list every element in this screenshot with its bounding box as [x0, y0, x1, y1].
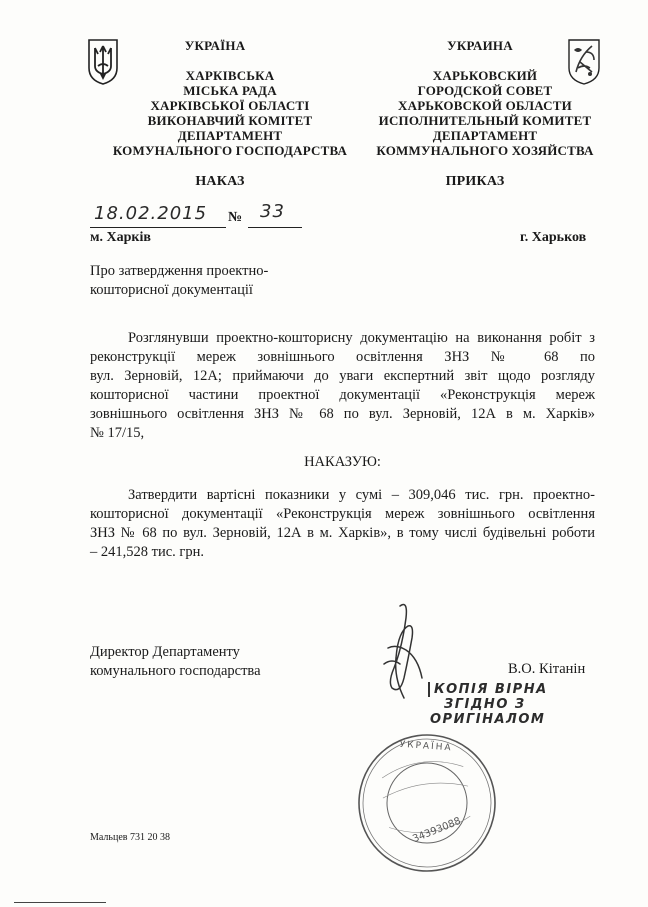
left-org-line: ДЕПАРТАМЕНТ	[177, 128, 283, 143]
number-field	[248, 201, 302, 228]
paragraph-line: – 241,528 тис. грн.	[90, 544, 204, 560]
right-org-line: ХАРЬКОВСКОЙ ОБЛАСТИ	[398, 98, 572, 113]
paragraph-approve	[90, 486, 595, 562]
left-city: м. Харків	[90, 230, 151, 245]
paragraph-line: ЗНЗ № 68 по вул. Зерновій, 12А в м. Харків», в тому числі будівельні роботи	[90, 525, 595, 541]
stamp-line: ЗГІДНО З	[444, 697, 526, 712]
right-doc-type: ПРИКАЗ	[445, 174, 505, 189]
paragraph-line: реконструкції мереж зовнішнього освітлення ЗНЗ № 68 по	[90, 349, 595, 365]
bottom-rule	[14, 902, 106, 903]
seal-outer-text: УКРАЇНА	[399, 739, 453, 754]
left-org-line: КОМУНАЛЬНОГО ГОСПОДАРСТВА	[112, 143, 348, 158]
left-country: УКРАЇНА	[184, 38, 246, 53]
stamp-line: ОРИГІНАЛОМ	[430, 712, 546, 727]
date-field	[90, 205, 226, 228]
signatory-position	[90, 643, 350, 681]
executor-contact: Мальцев 731 20 38	[90, 832, 170, 843]
paragraph-line: кошторисної частини проектної документації «Реконструкція мереж	[90, 387, 595, 403]
paragraph-line: зовнішнього освітлення ЗНЗ № 68 по вул. Зерновій, 12А в м. Харків»	[90, 406, 595, 422]
official-seal	[347, 723, 507, 883]
position-line: комунального господарства	[90, 663, 261, 679]
signatory-name: В.О. Кітанін	[508, 661, 586, 677]
handwritten-number: 33	[260, 201, 285, 222]
number-sign: №	[228, 210, 243, 225]
paragraph-line: Розглянувши проектно-кошторисну документацію на виконання робіт з	[128, 330, 595, 346]
copy-certified-stamp	[428, 682, 548, 727]
paragraph-line: Затвердити вартісні показники у сумі – 309,046 тис. грн. проектно-	[128, 487, 595, 503]
left-org-line: ХАРКІВСЬКА	[185, 68, 275, 83]
subject-line: кошторисної документації	[90, 282, 253, 298]
order-word: НАКАЗУЮ:	[304, 454, 381, 470]
right-org-line: ХАРЬКОВСКИЙ	[432, 68, 538, 83]
paragraph-considering	[90, 329, 595, 443]
right-org-line: ГОРОДСКОЙ СОВЕТ	[417, 83, 553, 98]
right-city: г. Харьков	[520, 230, 587, 245]
right-org-line: ДЕПАРТАМЕНТ	[432, 128, 538, 143]
subject-line: Про затвердження проектно-	[90, 263, 269, 279]
left-org-line: ВИКОНАВЧИЙ КОМІТЕТ	[147, 113, 313, 128]
left-org-line: МІСЬКА РАДА	[183, 83, 277, 98]
right-org-line: ИСПОЛНИТЕЛЬНЫЙ КОМИТЕТ	[378, 113, 592, 128]
right-country: УКРАИНА	[447, 38, 513, 53]
position-line: Директор Департаменту	[90, 644, 240, 660]
order-subject	[90, 262, 350, 300]
paragraph-line: кошторисної документації «Реконструкція мереж зовнішнього освітлення	[90, 506, 595, 522]
paragraph-line: № 17/15,	[90, 425, 145, 441]
paragraph-line: вул. Зерновій, 12А; приймаючи до уваги експертний звіт щодо розгляду	[90, 368, 595, 384]
stamp-line: КОПІЯ ВІРНА	[428, 682, 548, 697]
handwritten-date: 18.02.2015	[94, 203, 208, 224]
left-doc-type: НАКАЗ	[195, 174, 245, 189]
left-org-block	[100, 68, 360, 158]
right-org-line: КОММУНАЛЬНОГО ХОЗЯЙСТВА	[376, 143, 594, 158]
left-org-line: ХАРКІВСЬКОЇ ОБЛАСТІ	[150, 98, 310, 113]
seal-code: 34393088	[411, 815, 463, 846]
right-org-block	[370, 68, 600, 158]
